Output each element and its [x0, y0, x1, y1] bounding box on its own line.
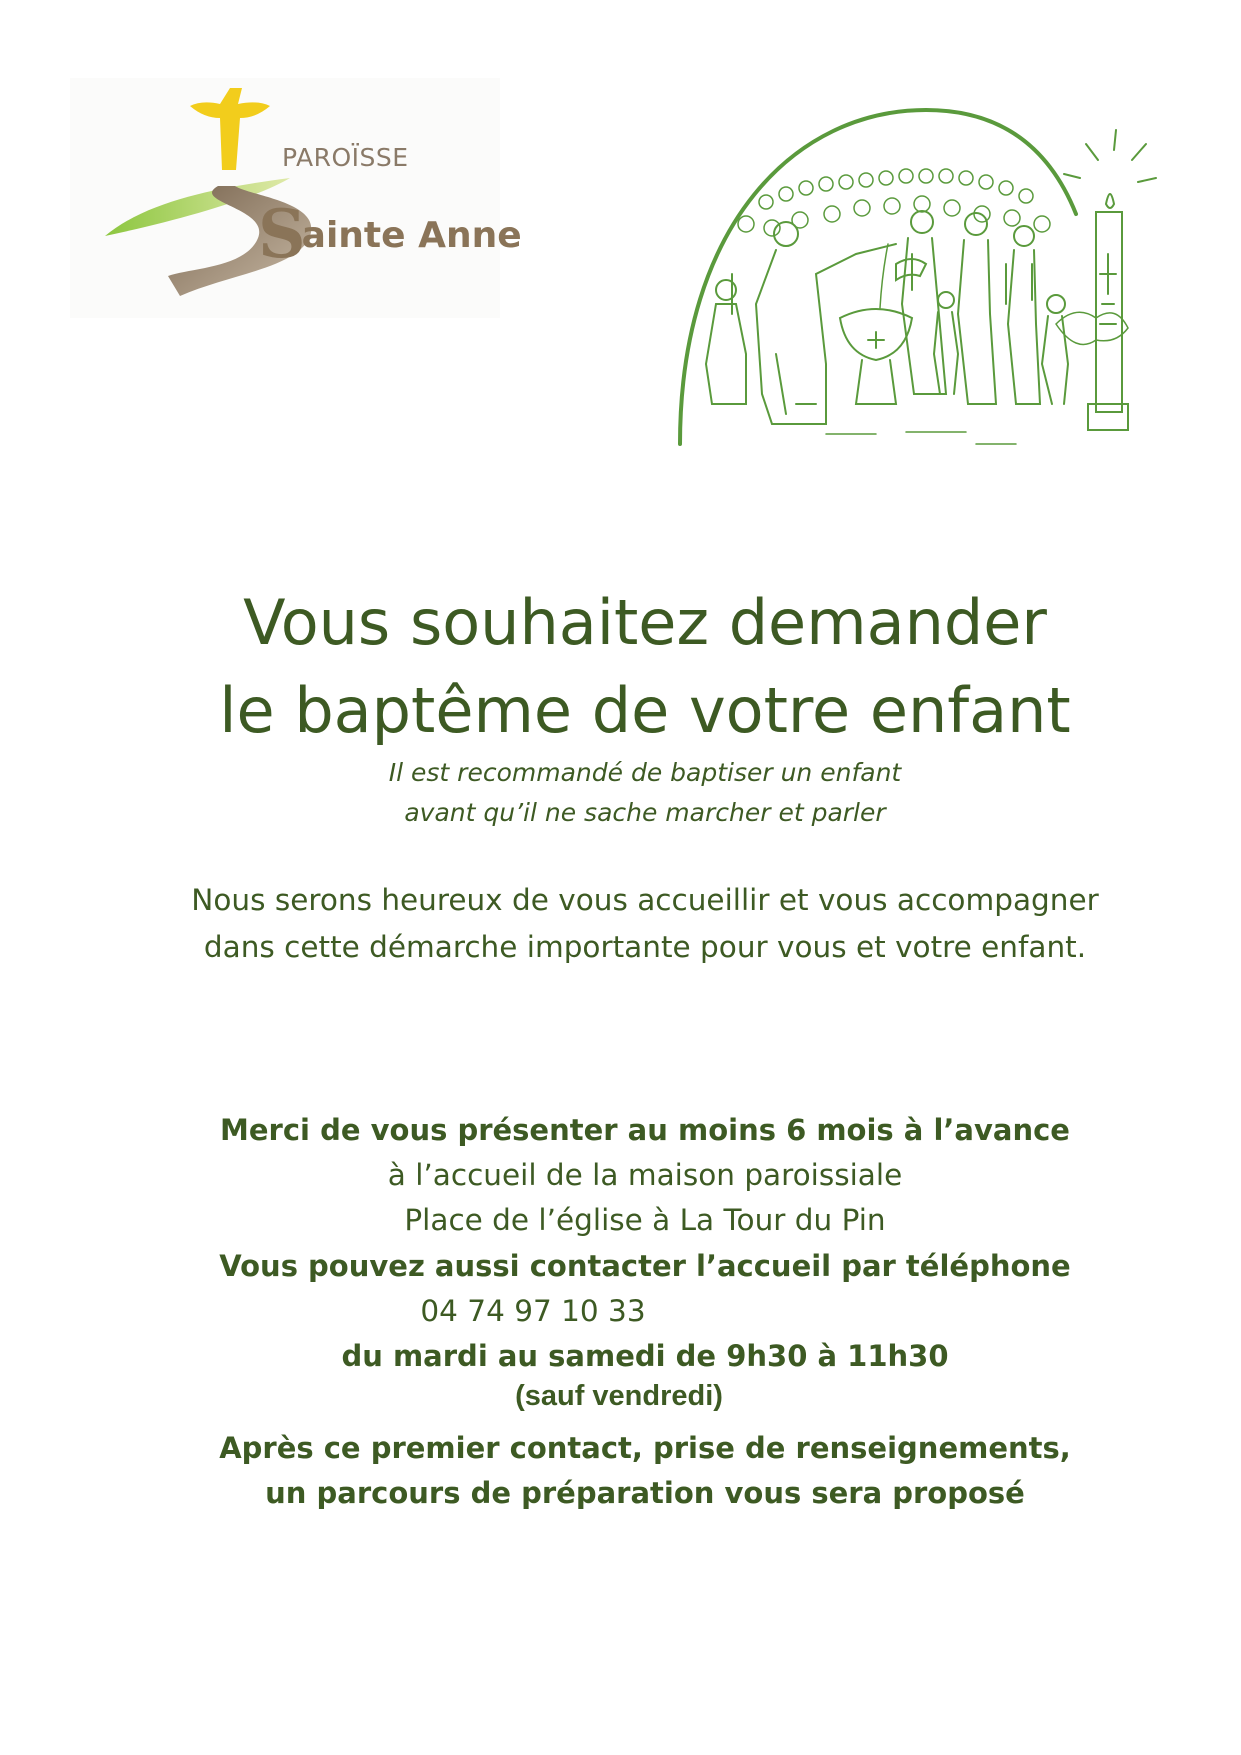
intro-line-1: Nous serons heureux de vous accueillir et vous accompagner — [191, 883, 1099, 917]
logo-paroisse-text: PAROÏSSE — [282, 143, 409, 172]
opening-hours: du mardi au samedi de 9h30 à 11h30 — [341, 1339, 949, 1373]
logo-name-text — [258, 195, 522, 273]
baptism-illustration-icon — [676, 104, 1164, 464]
logo-name-rest: ainte Anne — [301, 215, 522, 256]
recommendation-line-1: Il est recommandé de baptiser un enfant — [388, 758, 902, 787]
phone-intro: Vous pouvez aussi contacter l’accueil par téléphone — [219, 1249, 1071, 1283]
parish-logo — [70, 78, 522, 318]
title-line-1: Vous souhaitez demander — [243, 586, 1047, 659]
intro-line-2: dans cette démarche importante pour vous et votre enfant. — [203, 930, 1087, 964]
logo-initial: S — [258, 195, 306, 273]
title-line-2: le baptême de votre enfant — [219, 674, 1071, 747]
address-line-2: Place de l’église à La Tour du Pin — [404, 1203, 886, 1237]
recommendation-line-2: avant qu’il ne sache marcher et parler — [404, 798, 886, 827]
after-contact-line-1: Après ce premier contact, prise de renseignements, — [219, 1431, 1071, 1465]
hours-exception: (sauf vendredi) — [515, 1380, 723, 1412]
advance-notice: Merci de vous présenter au moins 6 mois à l’avance — [220, 1113, 1070, 1147]
after-contact-line-2: un parcours de préparation vous sera proposé — [265, 1476, 1025, 1510]
phone-number: 04 74 97 10 33 — [420, 1294, 646, 1328]
address-line-1: à l’accueil de la maison paroissiale — [387, 1158, 903, 1192]
